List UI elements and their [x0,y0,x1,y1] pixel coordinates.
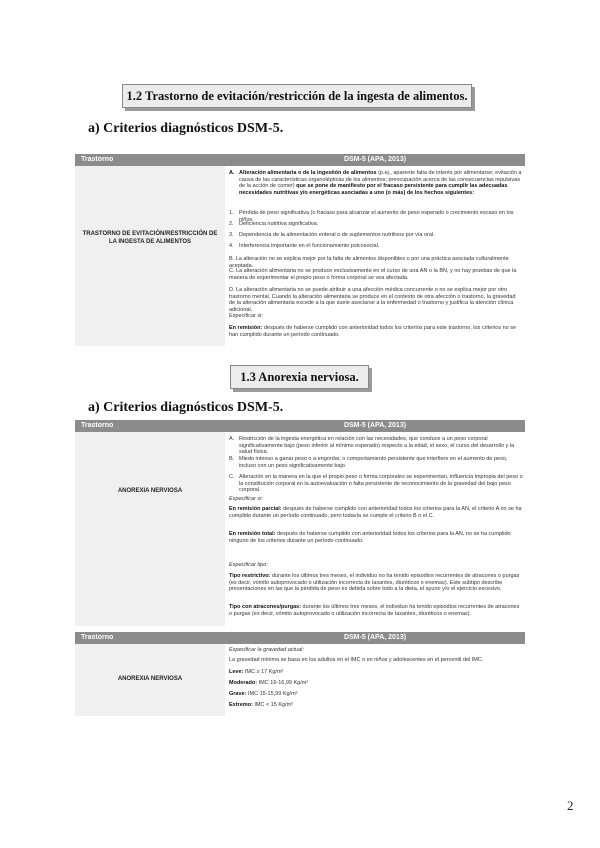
disorder-cell [75,432,225,626]
criterion-letter: B. [229,456,235,462]
partial-remission-note [229,506,523,519]
disorder-cell [75,166,225,346]
total-remission-lead: En remisión total: [229,531,276,537]
header-disorder: Trastorno [81,634,114,641]
specify-type-label: Especificar tipo: [229,562,268,568]
table-header [75,154,525,166]
severity-level [229,669,523,676]
remission-note [229,325,523,338]
section-title-arfid [122,84,472,108]
criterion-c: Alteración en la manera en la que el propio peso o forma corporales se experimentan, influencia impropia del peso o la constitución corporal en la autoevaluación o falta persistente de reconocimiento de la gravedad del bajo peso corporal. [239,474,523,494]
criterion-a-letter: A. [229,170,235,176]
criteria-cell [225,166,525,346]
restrictive-type-lead: Tipo restrictivo: [229,573,271,579]
severity-value: IMC 15-15,99 Kg/m² [247,691,298,697]
criterion-c: C. La alteración alimentaria no se produce exclusivamente en el curso de una AN o la BN, y no hay pruebas de que la manera de experimentar el propio peso o forma corporal se vea afectada. [229,268,517,281]
severity-level [229,680,523,687]
total-remission-note [229,531,523,544]
binge-purge-type-lead: Tipo con atracones/purgas: [229,604,302,610]
partial-remission-text: después de haberse cumplido con anterioridad todos los criterios para la AN, el criterio A no se ha cumplido durante un período continuado, pero todavía se cumple el criterio B o el C. [229,506,522,519]
severity-label: Grave: [229,691,247,697]
list-item: Deficiencia nutritiva significativa. [239,221,319,227]
criterion-a [239,170,523,196]
item-number: 4. [229,243,234,249]
severity-value: IMC < 15 Kg/m² [254,702,294,708]
header-dsm5: DSM-5 (APA, 2013) [343,422,407,429]
binge-purge-type-note [229,604,523,617]
disorder-name: ANOREXIA NERVIOSA [117,488,183,494]
specify-label: Especificar si: [229,313,263,319]
remission-lead: En remisión: [229,325,263,331]
header-disorder: Trastorno [81,156,114,163]
list-item: Pérdida de peso significativa (o fracaso para alcanzar el aumento de peso esperado o crecimiento escaso en los niños. [239,210,514,223]
criterion-d: D. La alteración alimentaria no se puede atribuir a una afección médica concurrente o no se explica mejor por otro trastorno mental. Cuando la alteración alimentaria se produce en el contexto de otra afección o trastorno, la gravedad de la alteración alimentaria excede a la que suele asociarse a la enfermedad o trastorno y justifica la atención clínica adicional. [229,287,516,313]
criterion-letter: A. [229,436,235,442]
severity-intro: La gravedad mínima se basa en los adultos en el IMC o en niños y adolescentes en el percentil del IMC. [229,657,484,663]
criteria-table-arfid [75,154,525,346]
severity-value: IMC 16-16,99 Kg/m² [258,680,309,686]
criterion-a-bold: que se pone de manifiesto por el fracaso persistente para cumplir las adecuadas necesidades nutritivas y/o energéticas asociadas a uno (o más) de los hechos siguientes: [239,183,508,196]
specify-label: Especificar si: [229,496,263,502]
restrictive-type-text: durante los últimos tres meses, el individuo no ha tenido episodios recurrentes de atracones o purgas (es decir, vómito autoprovocado o utilización incorrecta de laxantes, diuréticos o enemas). Este subtipo describe presentaciones en las que la pérdida de peso es debida sobre todo a la dieta, el ayuno y/o el ejercicio excesivo. [229,573,520,593]
criterion-b: B. La alteración no se explica mejor por la falta de alimentos disponibles o por una práctica asociada culturalmente aceptada. [229,256,509,269]
binge-purge-type-text: durante los últimos tres meses, el individuo ha tenido episodios recurrentes de atracones o purgas (es decir, vómito autoprovocado o utilización incorrecta de laxantes, diuréticos o enemas). [229,604,520,617]
severity-cell [225,644,525,716]
partial-remission-lead: En remisión parcial: [229,506,282,512]
severity-specify-label: Especificar la gravedad actual: [229,647,304,653]
header-dsm5: DSM-5 (APA, 2013) [343,156,407,163]
item-number: 1. [229,210,234,216]
severity-level [229,702,523,709]
section-title-text: 1.3 Anorexia nerviosa. [240,370,359,384]
criteria-table-anorexia [75,420,525,626]
header-disorder: Trastorno [81,422,114,429]
section-title-text: 1.2 Trastorno de evitación/restricción de la ingesta de alimentos. [126,89,468,103]
header-dsm5: DSM-5 (APA, 2013) [343,634,407,641]
item-number: 3. [229,232,234,238]
severity-label: Extremo: [229,702,253,708]
table-header [75,632,525,644]
criterion-a-text: (p.ej., aparente falta de interés por alimentarse; evitación a causa de las características organolépticas de los alimentos; preocupación acerca de las consecuencias repulsivas de la acción de comer) [239,170,522,190]
remission-text: después de haberse cumplido con anterioridad todos los criterios para este trastorno, los criterios no se han cumplido durante un período continuado. [229,325,517,338]
restrictive-type-note [229,573,523,593]
severity-table-anorexia [75,632,525,716]
subheading-criteria-anorexia: a) Criterios diagnósticos DSM-5. [88,400,284,415]
severity-level [229,691,523,698]
severity-label: Moderado: [229,680,258,686]
criteria-cell [225,432,525,626]
subheading-criteria-arfid: a) Criterios diagnósticos DSM-5. [88,121,284,136]
severity-value: IMC ≥ 17 Kg/m² [244,669,284,675]
page-number: 2 [567,798,574,813]
disorder-name: ANOREXIA NERVIOSA [117,676,183,682]
list-item: Interferencia importante en el funcionamiento psicosocial. [239,243,380,249]
item-number: 2. [229,221,234,227]
severity-label: Leve: [229,669,244,675]
total-remission-text: después de haberse cumplido con anterioridad todos los criterios para la AN, no se ha cumplido ninguno de los criterios durante un período continuado. [229,531,511,544]
criterion-letter: C. [229,474,235,480]
criterion-a: Restricción de la ingesta energética en relación con las necesidades, que conduce a un peso corporal significativamente bajo (peso inferior al mínimo esperado) respecto a la edad, el sexo, el curso del desarrollo y la salud física. [239,436,515,456]
disorder-name: TRASTORNO DE EVITACIÓN/RESTRICCIÓN DE LA INGESTA DE ALIMENTOS [82,231,218,245]
criterion-b: Miedo intenso a ganar peso o a engordar, o comportamiento persistente que interfiere en el aumento de peso, incluso con un peso significativamente bajo. [239,456,508,469]
table-header [75,420,525,432]
disorder-cell [75,644,225,716]
section-title-anorexia [230,365,369,389]
list-item: Dependencia de la alimentación enteral o de suplementos nutritivos por vía oral. [239,232,435,238]
criterion-a-lead: Alteración alimentaria o de la ingestión de alimentos [239,170,377,176]
